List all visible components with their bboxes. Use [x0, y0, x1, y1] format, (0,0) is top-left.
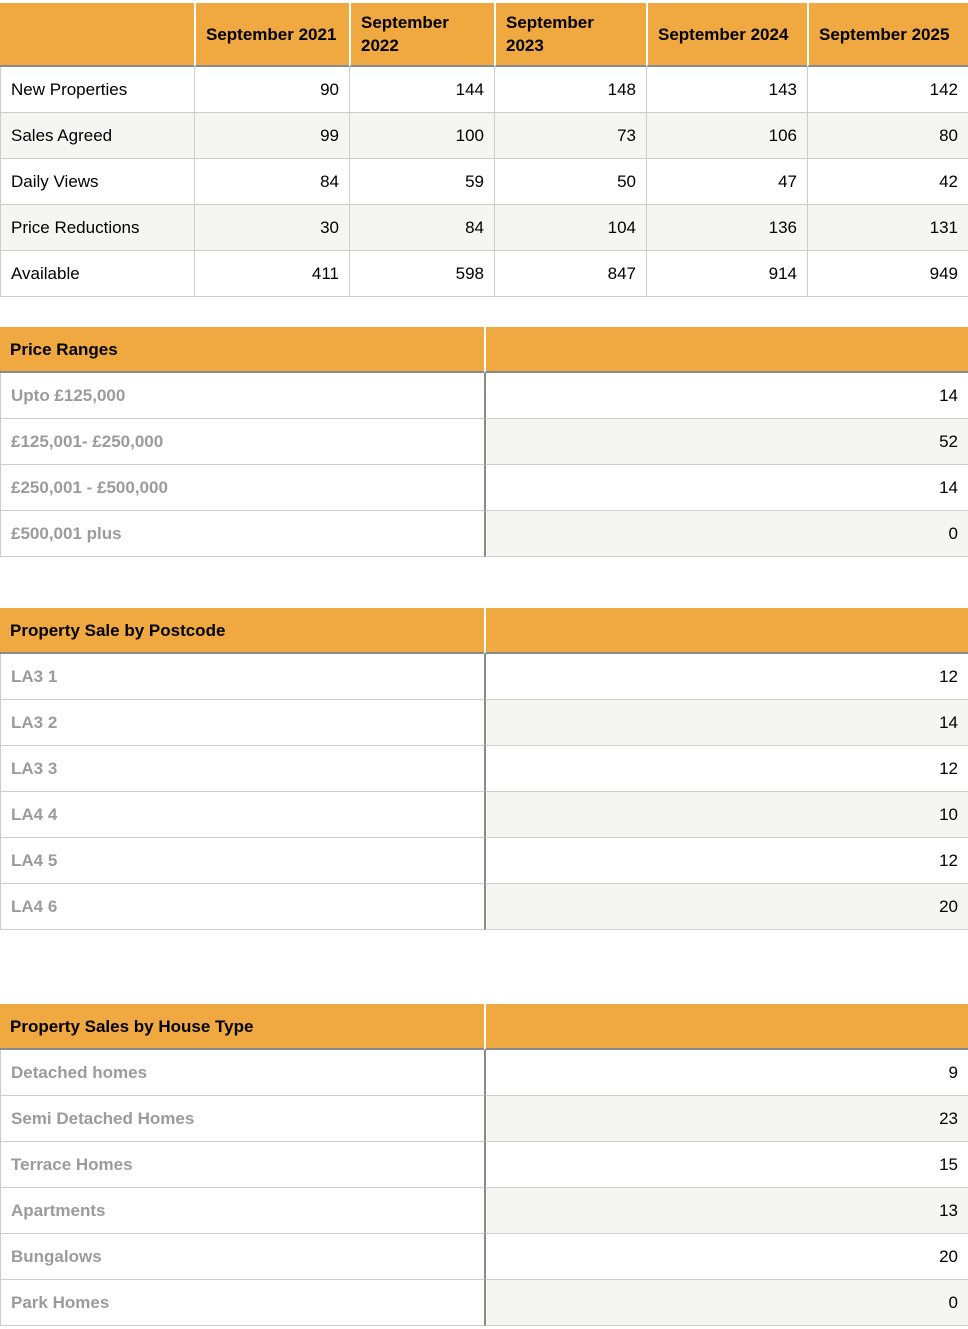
monthly-summary-row-value: 73 [494, 113, 646, 159]
monthly-summary-row-value: 104 [494, 205, 646, 251]
property-sales-by-house-type-header-spacer [484, 1004, 968, 1050]
property-sale-by-postcode-row-value: 10 [484, 792, 968, 838]
property-sale-by-postcode-header-row [0, 608, 968, 654]
property-sale-by-postcode-row [0, 700, 968, 746]
property-sales-by-house-type-row [0, 1050, 968, 1096]
monthly-summary-table-container [0, 3, 968, 297]
monthly-summary-row-value: 59 [349, 159, 494, 205]
price-ranges-row-value: 14 [484, 373, 968, 419]
property-sales-by-house-type-row-value: 20 [484, 1234, 968, 1280]
property-sales-by-house-type-row-value: 15 [484, 1142, 968, 1188]
property-sale-by-postcode-row-label: LA3 2 [0, 700, 484, 746]
monthly-summary-row [0, 251, 968, 297]
property-sales-by-house-type-row-label: Semi Detached Homes [0, 1096, 484, 1142]
house-type-sales-table-container [0, 1004, 968, 1326]
property-sale-by-postcode-row-value: 20 [484, 884, 968, 930]
monthly-summary-header-row [0, 3, 968, 67]
monthly-summary-row-label: Available [0, 251, 194, 297]
price-ranges-row-value: 52 [484, 419, 968, 465]
property-sale-by-postcode-row-label: LA4 5 [0, 838, 484, 884]
price-ranges-row [0, 373, 968, 419]
monthly-summary-row [0, 113, 968, 159]
price-ranges-row-value: 0 [484, 511, 968, 557]
property-sales-by-house-type-row [0, 1188, 968, 1234]
property-sales-by-house-type-row-label: Bungalows [0, 1234, 484, 1280]
property-sale-by-postcode-row [0, 654, 968, 700]
price-ranges-row-value: 14 [484, 465, 968, 511]
monthly-summary-row-value: 100 [349, 113, 494, 159]
property-sale-by-postcode-column-header: Property Sale by Postcode [0, 608, 484, 654]
monthly-summary-row-label: New Properties [0, 67, 194, 113]
property-sale-by-postcode-table [0, 608, 968, 930]
property-sale-by-postcode-row-label: LA4 4 [0, 792, 484, 838]
property-sale-by-postcode-row-value: 12 [484, 746, 968, 792]
price-ranges-row-label: £250,001 - £500,000 [0, 465, 484, 511]
property-sales-by-house-type-row-label: Apartments [0, 1188, 484, 1234]
monthly-summary-row-value: 106 [646, 113, 807, 159]
price-ranges-table-container [0, 327, 968, 557]
property-sale-by-postcode-row-value: 14 [484, 700, 968, 746]
monthly-summary-row-value: 90 [194, 67, 349, 113]
monthly-summary-row-value: 411 [194, 251, 349, 297]
property-sales-by-house-type-column-header: Property Sales by House Type [0, 1004, 484, 1050]
monthly-summary-row-value: 50 [494, 159, 646, 205]
monthly-summary-row-value: 84 [349, 205, 494, 251]
property-sales-by-house-type-row [0, 1142, 968, 1188]
property-sales-by-house-type-row-value: 0 [484, 1280, 968, 1326]
property-sale-by-postcode-row-value: 12 [484, 654, 968, 700]
monthly-summary-row-value: 99 [194, 113, 349, 159]
property-sales-by-house-type-row-value: 23 [484, 1096, 968, 1142]
monthly-summary-row [0, 67, 968, 113]
price-ranges-row-label: £125,001- £250,000 [0, 419, 484, 465]
monthly-summary-row-label: Sales Agreed [0, 113, 194, 159]
property-sales-by-house-type-row-value: 13 [484, 1188, 968, 1234]
monthly-summary-row-value: 144 [349, 67, 494, 113]
monthly-summary-row-value: 598 [349, 251, 494, 297]
postcode-sales-table-container [0, 608, 968, 930]
price-ranges-column-header: Price Ranges [0, 327, 484, 373]
price-ranges-row [0, 419, 968, 465]
monthly-summary-row-value: 136 [646, 205, 807, 251]
price-ranges-header-spacer [484, 327, 968, 373]
monthly-summary-row-value: 847 [494, 251, 646, 297]
property-sale-by-postcode-row-label: LA3 3 [0, 746, 484, 792]
property-sales-by-house-type-row [0, 1096, 968, 1142]
price-ranges-row [0, 511, 968, 557]
monthly-summary-row-value: 47 [646, 159, 807, 205]
property-sales-by-house-type-header-row [0, 1004, 968, 1050]
monthly-summary-column-header: September 2025 [807, 3, 968, 67]
property-sale-by-postcode-row [0, 792, 968, 838]
monthly-summary-row-label: Daily Views [0, 159, 194, 205]
monthly-summary-column-header: September 2024 [646, 3, 807, 67]
property-sale-by-postcode-row [0, 746, 968, 792]
property-sale-by-postcode-row-label: LA3 1 [0, 654, 484, 700]
price-ranges-row-label: Upto £125,000 [0, 373, 484, 419]
property-sale-by-postcode-header-spacer [484, 608, 968, 654]
property-sales-by-house-type-row-label: Park Homes [0, 1280, 484, 1326]
property-sales-by-house-type-row-label: Detached homes [0, 1050, 484, 1096]
property-sales-by-house-type-row [0, 1234, 968, 1280]
property-sales-by-house-type-row-value: 9 [484, 1050, 968, 1096]
property-sale-by-postcode-row [0, 884, 968, 930]
monthly-summary-row-value: 131 [807, 205, 968, 251]
monthly-summary-row-value: 148 [494, 67, 646, 113]
monthly-summary-row-value: 42 [807, 159, 968, 205]
price-ranges-row [0, 465, 968, 511]
monthly-summary-row-label: Price Reductions [0, 205, 194, 251]
property-sales-by-house-type-table [0, 1004, 968, 1326]
monthly-summary-column-header: September 2021 [194, 3, 349, 67]
monthly-summary-row-value: 84 [194, 159, 349, 205]
price-ranges-table [0, 327, 968, 557]
property-sales-by-house-type-row [0, 1280, 968, 1326]
monthly-summary-column-header: September 2022 [349, 3, 494, 67]
property-sale-by-postcode-row-label: LA4 6 [0, 884, 484, 930]
monthly-summary-table [0, 3, 968, 297]
monthly-summary-row-value: 949 [807, 251, 968, 297]
monthly-summary-row-value: 143 [646, 67, 807, 113]
monthly-summary-row-value: 30 [194, 205, 349, 251]
monthly-summary-row-value: 142 [807, 67, 968, 113]
property-sale-by-postcode-row [0, 838, 968, 884]
monthly-summary-column-header: September 2023 [494, 3, 646, 67]
price-ranges-row-label: £500,001 plus [0, 511, 484, 557]
property-sales-by-house-type-row-label: Terrace Homes [0, 1142, 484, 1188]
monthly-summary-row-value: 80 [807, 113, 968, 159]
price-ranges-header-row [0, 327, 968, 373]
monthly-summary-row [0, 159, 968, 205]
monthly-summary-row [0, 205, 968, 251]
monthly-summary-row-value: 914 [646, 251, 807, 297]
monthly-summary-header-spacer [0, 3, 194, 67]
property-sale-by-postcode-row-value: 12 [484, 838, 968, 884]
